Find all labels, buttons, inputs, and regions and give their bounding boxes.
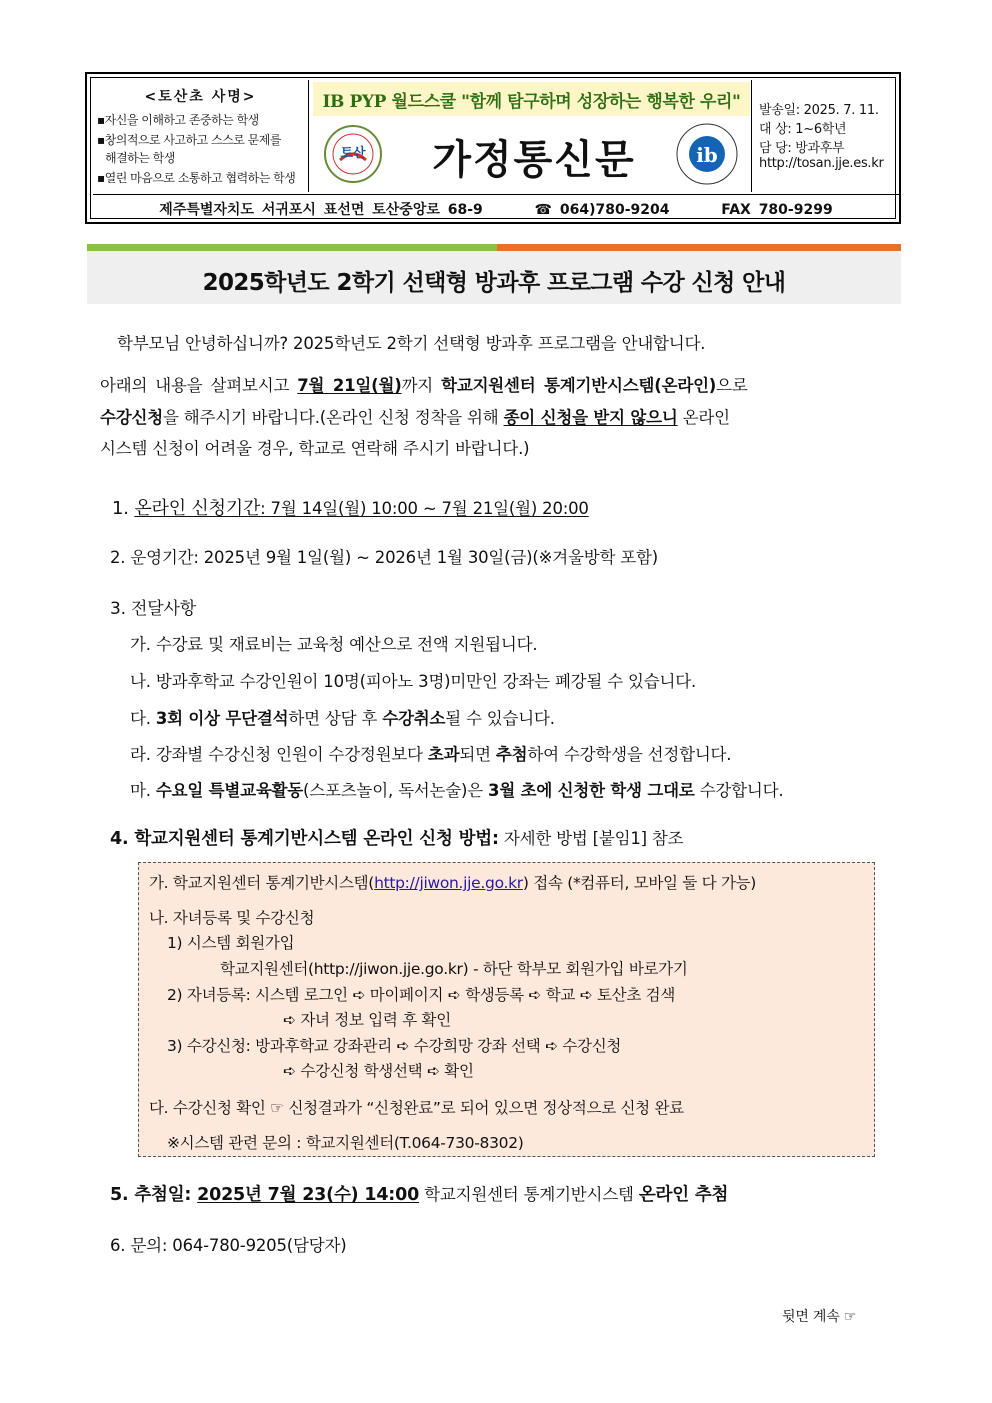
ib-world-school-logo xyxy=(675,122,739,186)
notice-text: 되면 xyxy=(459,745,496,764)
notice-text: 라. 강좌별 수강신청 인원이 수강정원보다 xyxy=(130,745,428,764)
section-4-label: 4. 학교지원센터 통계기반시스템 온라인 신청 방법: xyxy=(110,829,499,849)
intro-emphasis: 수강신청 xyxy=(100,408,163,427)
notice-text: 하여 수강학생을 선정합니다. xyxy=(527,745,732,764)
section-6-contact: 6. 문의: 064-780-9205(담당자) xyxy=(110,1236,347,1255)
title-bar-green xyxy=(87,244,497,251)
send-date: 발송일: 2025. 7. 11. xyxy=(759,103,879,118)
school-mission-box xyxy=(93,80,309,192)
deadline-date: 7월 21일(월) xyxy=(297,376,402,395)
tosan-school-logo xyxy=(323,124,383,184)
no-paper-notice: 종이 신청을 받지 않으니 xyxy=(503,408,678,427)
section-5-text: 학교지원센터 통계기반시스템 xyxy=(419,1185,639,1204)
document-title: 2025학년도 2학기 선택형 방과후 프로그램 수강 신청 안내 xyxy=(202,270,786,296)
jiwon-site-link[interactable]: http://jiwon.jje.go.kr xyxy=(374,874,523,892)
mission-item-1: ▪자신을 이해하고 존중하는 학생 xyxy=(97,113,259,127)
method-step-na: 나. 자녀등록 및 수강신청 xyxy=(149,909,315,927)
newsletter-header xyxy=(85,72,901,224)
newsletter-info-box xyxy=(751,80,900,192)
address-bar xyxy=(93,194,899,221)
method-step-2: 2) 자녀등록: 시스템 로그인 ➪ 마이페이지 ➪ 학생등록 ➪ 학교 ➪ 토산초 검색 xyxy=(167,986,676,1004)
department: 담 당: 방과후부 xyxy=(759,141,845,156)
mission-item-2: ▪창의적으로 사고하고 스스로 문제를 xyxy=(97,133,281,147)
section-3-heading: 3. 전달사항 xyxy=(110,599,196,619)
intro-greeting: 학부모님 안녕하십니까? 2025학년도 2학기 선택형 방과후 프로그램을 안내합니다. xyxy=(117,334,706,353)
section-number: 1. xyxy=(112,498,129,519)
title-area xyxy=(309,116,751,192)
title-bar-orange xyxy=(497,244,901,251)
method-step-da: 다. 수강신청 확인 ☞ 신청결과가 “신청완료”로 되어 있으면 정상적으로 신청 완료 xyxy=(149,1099,684,1117)
intro-line-2 xyxy=(100,372,748,396)
notice-emphasis: 수요일 특별교육활동 xyxy=(155,781,304,800)
notice-item-ga: 가. 수강료 및 재료비는 교육청 예산으로 전액 지원됩니다. xyxy=(130,635,538,654)
address-line xyxy=(93,199,899,219)
newsletter-title: 가정통신문 xyxy=(432,137,636,183)
target-grades: 대 상: 1~6학년 xyxy=(759,122,847,137)
section-5-draw xyxy=(110,1181,728,1206)
section-1-label: 온라인 신청기간 xyxy=(134,498,261,519)
notice-text: 될 수 있습니다. xyxy=(445,709,555,728)
online-system-name: 학교지원센터 통계기반시스템(온라인) xyxy=(441,376,717,395)
method-text: 가. 학교지원센터 통계기반시스템( xyxy=(149,874,375,892)
notice-emphasis: 3월 초에 신청한 학생 그대로 xyxy=(488,781,695,800)
header-inner-frame xyxy=(90,77,896,219)
section-1-period xyxy=(112,494,589,520)
slogan-text: IB PYP 월드스쿨 "함께 탐구하며 성장하는 행복한 우리" xyxy=(322,92,741,112)
notice-item-ma xyxy=(130,777,783,801)
method-step-1: 1) 시스템 회원가입 xyxy=(167,934,295,952)
section-4-method xyxy=(110,825,683,850)
method-text: ) 접속 (*컴퓨터, 모바일 둘 다 가능) xyxy=(522,874,757,892)
continued-on-back: 뒷면 계속 ☞ xyxy=(782,1309,857,1325)
intro-text: 으로 xyxy=(716,376,748,395)
school-phone: ☎ 064)780-9204 xyxy=(534,202,670,218)
section-5-label: 5. 추첨일: xyxy=(110,1185,198,1205)
notice-emphasis: 추첨 xyxy=(495,745,528,764)
notice-item-na: 나. 방과후학교 수강인원이 10명(피아노 3명)미만인 강좌는 폐강될 수 있습니다. xyxy=(130,672,696,691)
method-step-3: 3) 수강신청: 방과후학교 강좌관리 ➪ 수강희망 강좌 선택 ➪ 수강신청 xyxy=(167,1037,622,1055)
online-draw: 온라인 추첨 xyxy=(638,1185,729,1205)
intro-line-3 xyxy=(100,404,730,428)
method-step-1-detail: 학교지원센터(http://jiwon.jje.go.kr) - 하단 학부모 회원가입 바로가기 xyxy=(220,960,688,978)
logo-right-text: ib xyxy=(696,143,718,167)
intro-text: 까지 xyxy=(401,376,442,395)
mission-item-2-cont: 해결하는 학생 xyxy=(105,151,175,165)
notice-text: 하면 상담 후 xyxy=(288,709,383,728)
method-step-ga xyxy=(149,871,756,893)
notice-emphasis: 3회 이상 무단결석 xyxy=(155,709,289,728)
section-4-reference: 자세한 방법 [붙임1] 참조 xyxy=(498,829,684,848)
mission-title: <토산초 사명> xyxy=(144,89,257,105)
notice-item-da xyxy=(130,705,555,729)
notice-text: 다. xyxy=(130,709,156,728)
notice-text: 수강합니다. xyxy=(694,781,784,800)
method-step-2-cont: ➪ 자녀 정보 입력 후 확인 xyxy=(283,1011,451,1029)
ib-slogan-banner xyxy=(313,82,750,116)
school-website[interactable]: http://tosan.jje.es.kr xyxy=(759,156,884,171)
logo-left-text: 토산 xyxy=(340,146,366,161)
intro-text: 아래의 내용을 살펴보시고 xyxy=(100,376,298,395)
notice-emphasis: 초과 xyxy=(427,745,460,764)
school-fax: FAX 780-9299 xyxy=(721,202,833,218)
section-2-operation: 2. 운영기간: 2025년 9월 1일(월) ~ 2026년 1월 30일(금)(※겨울방학 포함) xyxy=(110,548,658,567)
notice-item-ra xyxy=(130,741,731,765)
notice-emphasis: 수강취소 xyxy=(382,709,446,728)
signup-method-box xyxy=(138,862,875,1157)
mission-item-3: ▪열린 마음으로 소통하고 협력하는 학생 xyxy=(97,171,296,185)
notice-text: (스포츠놀이, 독서논술)은 xyxy=(303,781,489,800)
title-band xyxy=(87,251,901,304)
intro-text: 을 해주시기 바랍니다.(온라인 신청 정착을 위해 xyxy=(162,408,504,427)
school-address: 제주특별자치도 서귀포시 표선면 토산중앙로 68-9 xyxy=(159,202,483,218)
intro-text: 온라인 xyxy=(677,408,730,427)
intro-line-4: 시스템 신청이 어려울 경우, 학교로 연락해 주시기 바랍니다.) xyxy=(100,439,530,458)
notice-text: 마. xyxy=(130,781,156,800)
system-inquiry: ※시스템 관련 문의 : 학교지원센터(T.064-730-8302) xyxy=(167,1134,524,1152)
method-step-3-cont: ➪ 수강신청 학생선택 ➪ 확인 xyxy=(283,1062,474,1080)
draw-date: 2025년 7월 23(수) 14:00 xyxy=(197,1185,420,1205)
section-1-value: : 7월 14일(월) 10:00 ~ 7월 21일(월) 20:00 xyxy=(260,499,589,518)
